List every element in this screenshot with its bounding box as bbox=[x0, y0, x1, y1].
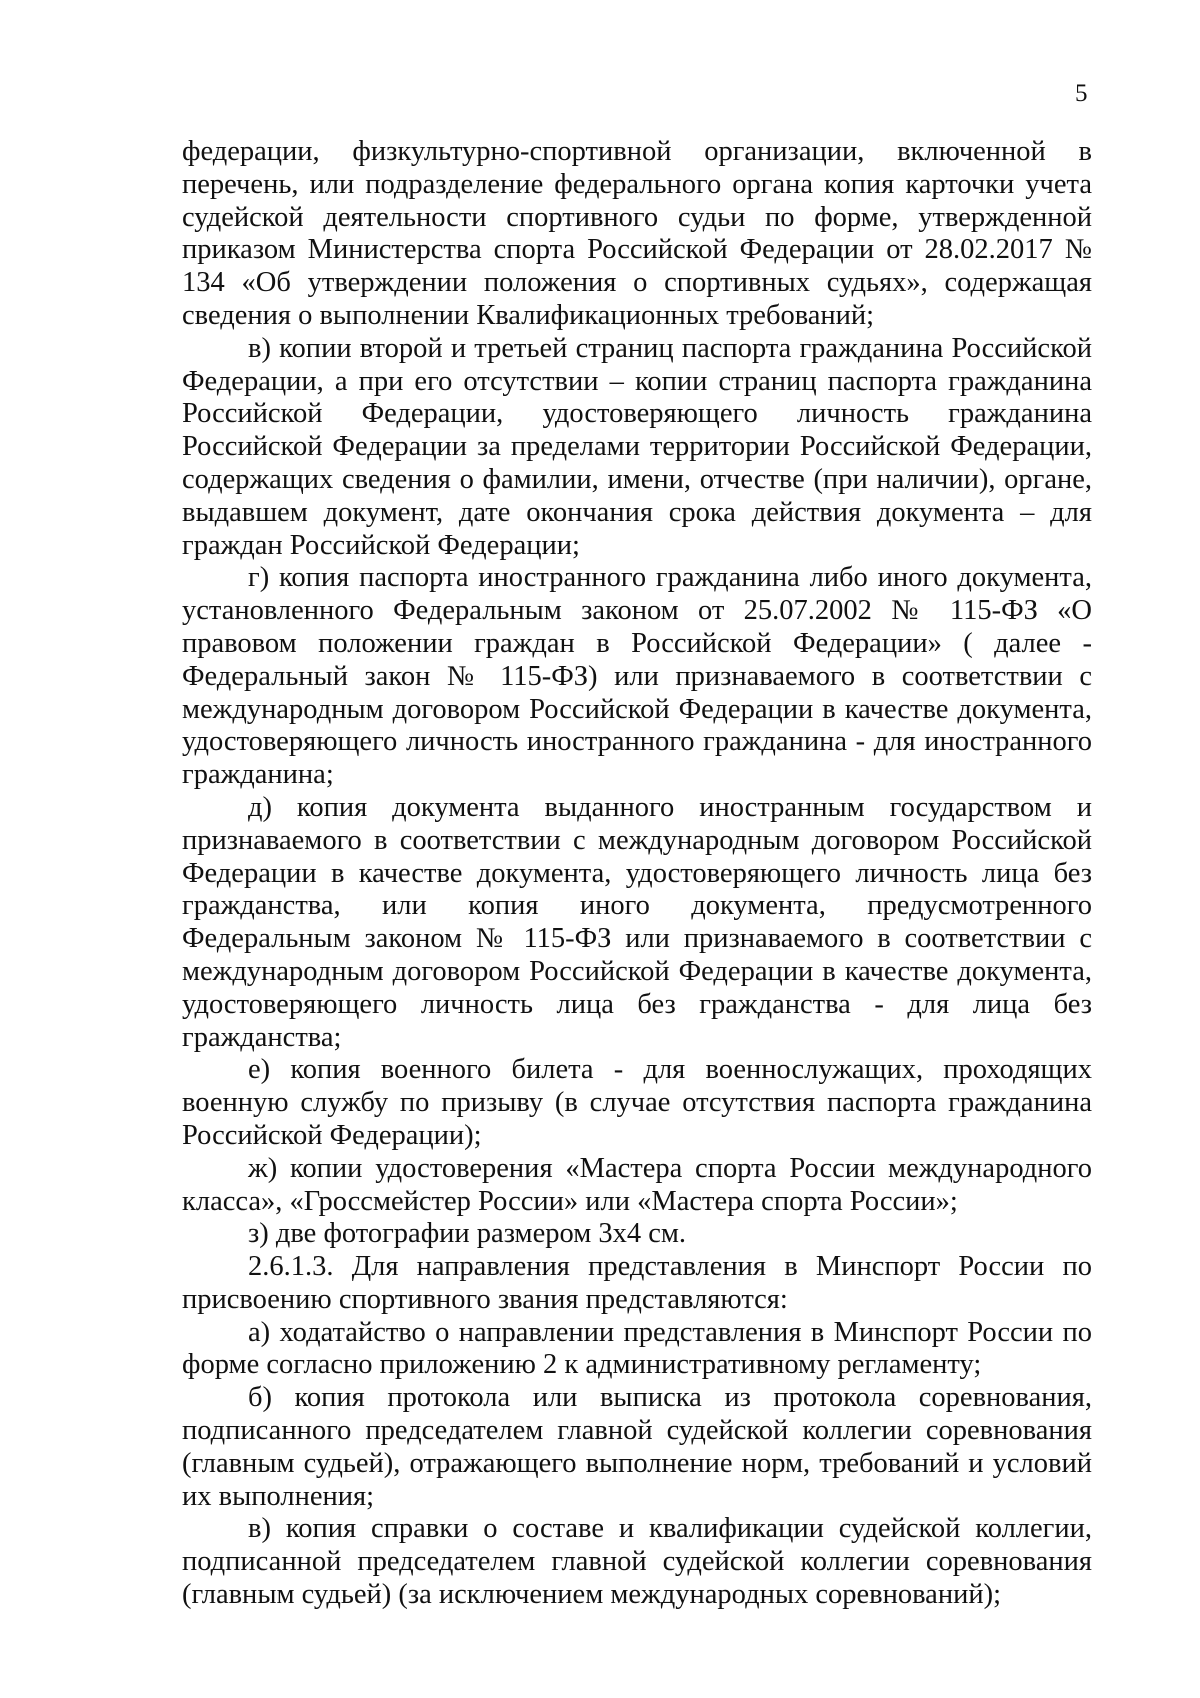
paragraph-continuation: федерации, физкультурно-спортивной организации, включенной в перечень, или подразделение федерального органа копия карточки учета судейской деятельности спортивного судьи по форме, утвержденной приказом Министерства спорта Российской Федерации от 28.02.2017 № 134 «Об утверждении положения о спортивных судьях», содержащая сведения о выполнении Квалификационных требований; bbox=[182, 136, 1092, 331]
document-body bbox=[182, 136, 1092, 1612]
paragraph-item-zh-certificate: ж) копии удостоверения «Мастера спорта России международного класса», «Гроссмейстер России» или «Мастера спорта России»; bbox=[182, 1152, 1092, 1217]
page-number: 5 bbox=[1075, 80, 1088, 107]
paragraph-item-v-reference: в) копия справки о составе и квалификации судейской коллегии, подписанной председателем главной судейской коллегии соревнования (главным судьей) (за исключением международных соревнований); bbox=[182, 1513, 1092, 1611]
paragraph-item-v-passport: в) копии второй и третьей страниц паспорта гражданина Российской Федерации, а при его отсутствии – копии страниц паспорта гражданина Российской Федерации, удостоверяющего личность гражданина Российской Федерации за пределами территории Российской Федерации, содержащих сведения о фамилии, имени, отчестве (при наличии), органе, выдавшем документ, дате окончания срока действия документа – для граждан Российской Федерации; bbox=[182, 332, 1092, 561]
paragraph-item-d-stateless-document: д) копия документа выданного иностранным государством и признаваемого в соответствии с международным договором Российской Федерации в качестве документа, удостоверяющего личность лица без гражданства, или копия иного документа, предусмотренного Федеральным законом № 115-ФЗ или признаваемого в соответствии с международным договором Российской Федерации в качестве документа, удостоверяющего личность лица без гражданства - для лица без гражданства; bbox=[182, 791, 1092, 1053]
paragraph-item-g-foreign-passport: г) копия паспорта иностранного гражданина либо иного документа, установленного Федеральным законом от 25.07.2002 № 115-ФЗ «О правовом положении граждан в Российской Федерации» ( далее - Федеральный закон № 115-ФЗ) или признаваемого в соответствии с международным договором Российской Федерации в качестве документа, удостоверяющего личность иностранного гражданина - для иностранного гражданина; bbox=[182, 562, 1092, 791]
paragraph-item-b-protocol: б) копия протокола или выписка из протокола соревнования, подписанного председателем главной судейской коллегии соревнования (главным судьей), отражающего выполнение норм, требований и условий их выполнения; bbox=[182, 1382, 1092, 1512]
paragraph-item-z-photos: з) две фотографии размером 3х4 см. bbox=[248, 1218, 687, 1250]
paragraph-item-e-military-id: е) копия военного билета - для военнослужащих, проходящих военную службу по призыву (в случае отсутствия паспорта гражданина Российской Федерации); bbox=[182, 1054, 1092, 1151]
paragraph-item-a-petition: а) ходатайство о направлении представления в Минспорт России по форме согласно приложению 2 к административному регламенту; bbox=[182, 1316, 1092, 1381]
paragraph-section-2-6-1-3: 2.6.1.3. Для направления представления в Минспорт России по присвоению спортивного звания представляются: bbox=[182, 1251, 1092, 1315]
